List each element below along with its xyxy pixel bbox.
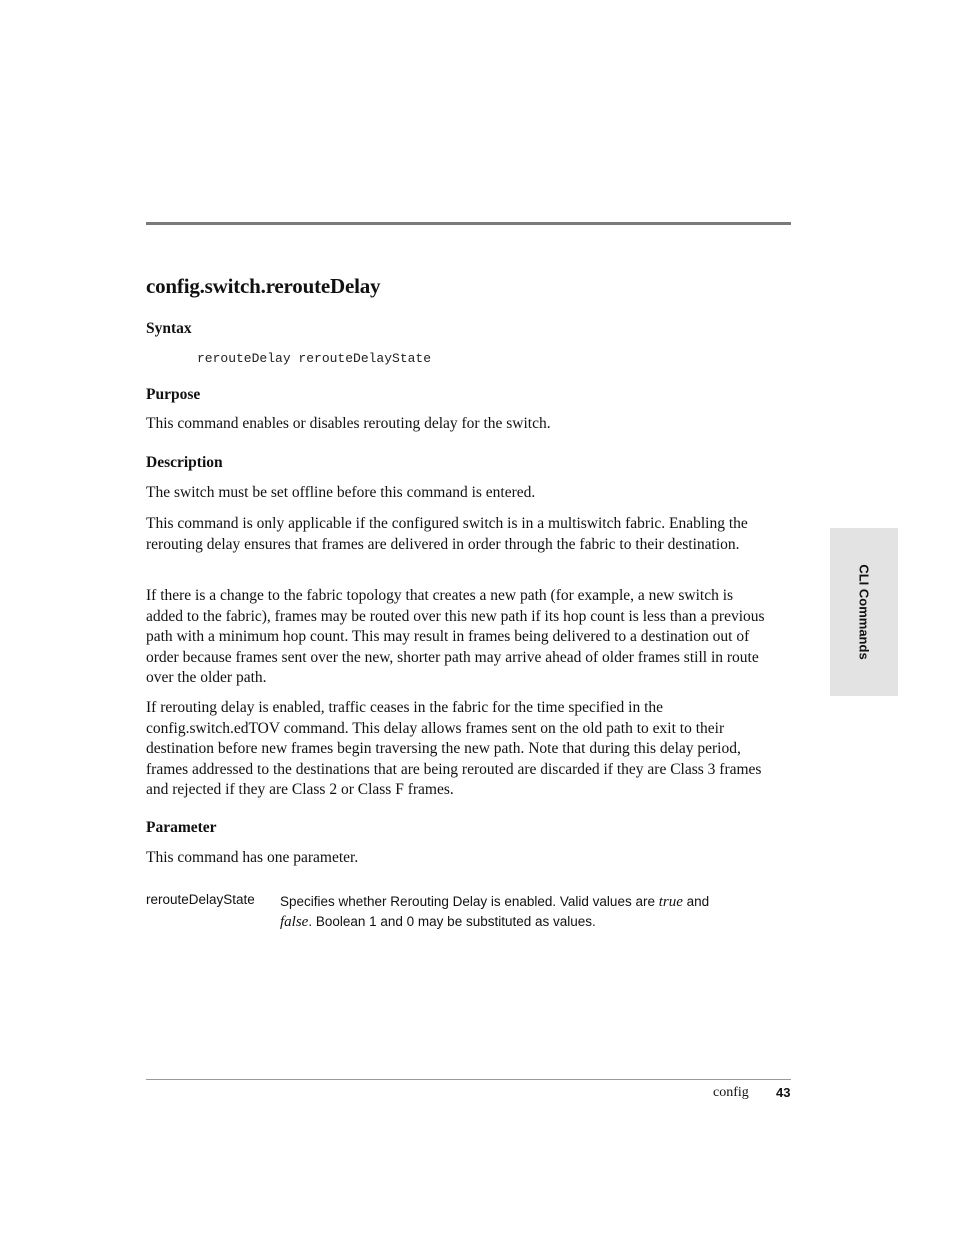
description-heading: Description (146, 454, 223, 471)
description-paragraph-1: The switch must be set offline before this command is entered. (146, 484, 536, 501)
parameter-heading: Parameter (146, 819, 217, 836)
description-paragraph-4: If rerouting delay is enabled, traffic ceases in the fabric for the time specified in the config.switch.edTOV command. This delay allows frames sent on the old path to exit to their destination before new frames begin traversing the new path. Note that during this delay period, frames addressed to the destinations that are being rerouted are discarded if they are Class 3 frames and rejected if they are Class 2 or Class F frames. (146, 699, 762, 798)
syntax-heading: Syntax (146, 320, 192, 337)
value-true: true (658, 894, 683, 910)
parameter-name: rerouteDelayState (146, 892, 255, 907)
parameter-intro: This command has one parameter. (146, 849, 359, 866)
section-side-tab (830, 528, 898, 696)
footer-section-name: config (713, 1085, 749, 1100)
top-rule (146, 222, 791, 225)
parameter-desc-part-3: . Boolean 1 and 0 may be substituted as values. (308, 914, 596, 929)
parameter-desc-part-1: Specifies whether Rerouting Delay is enabled. Valid values are (280, 894, 659, 909)
syntax-code: rerouteDelay rerouteDelayState (197, 351, 432, 366)
description-paragraph-3: If there is a change to the fabric topology that creates a new path (for example, a new switch is added to the fabric), frames may be routed over this new path if its hop count is less than a previous path with a minimum hop count. This may result in frames being delivered to a destination out of order because frames sent over the new, shorter path may arrive ahead of older frames still in route over the older path. (146, 587, 765, 686)
page-title: config.switch.rerouteDelay (146, 274, 381, 298)
footer-rule (146, 1079, 791, 1080)
side-tab-label: CLI Commands (856, 564, 872, 660)
description-paragraph-2: This command is only applicable if the configured switch is in a multiswitch fabric. Enabling the rerouting delay ensures that frames are delivered in order through the fabric to their destination. (146, 515, 748, 553)
footer-page-number: 43 (776, 1085, 791, 1100)
value-false: false (280, 914, 309, 930)
purpose-text: This command enables or disables rerouting delay for the switch. (146, 415, 551, 432)
parameter-description (280, 892, 760, 932)
parameter-desc-part-2: and (682, 894, 710, 909)
purpose-heading: Purpose (146, 386, 201, 403)
